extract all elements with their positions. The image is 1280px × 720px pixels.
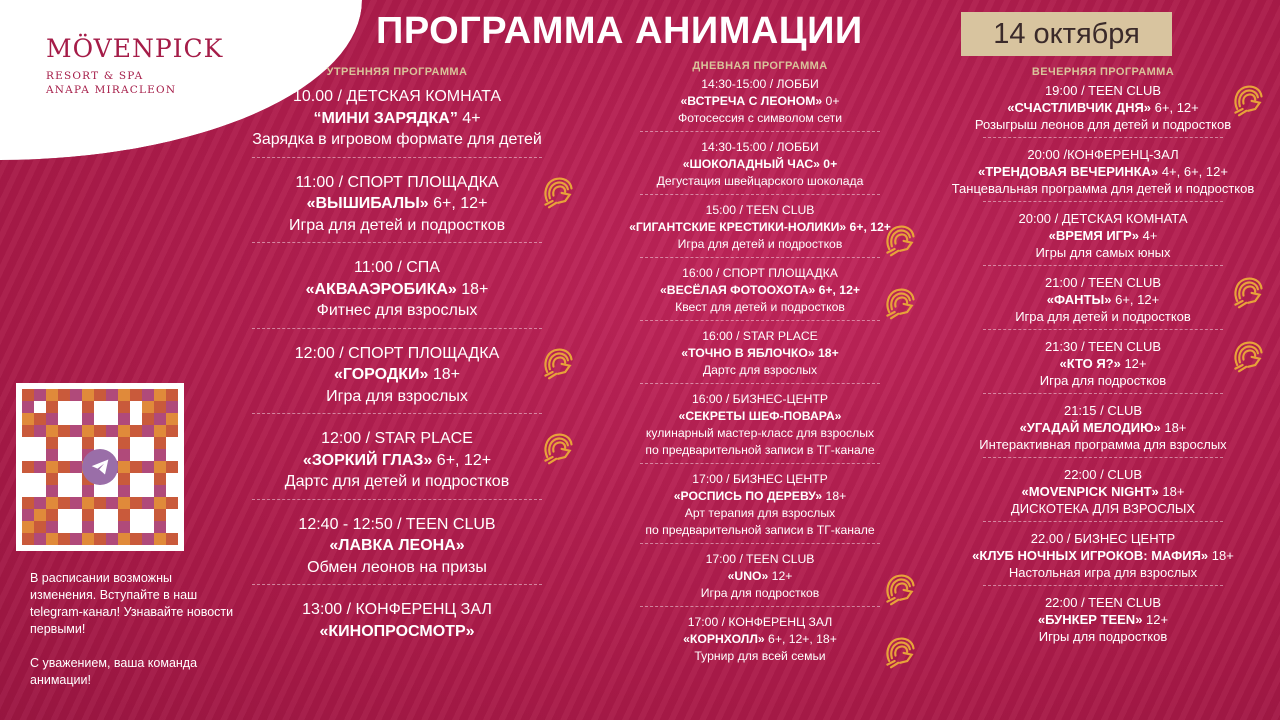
event-name: «РОСПИСЬ ПО ДЕРЕВУ» <box>673 489 823 503</box>
event-description: ДИСКОТЕКА ДЛЯ ВЗРОСЛЫХ <box>1010 501 1196 516</box>
lion-head-icon <box>882 571 918 607</box>
event-item <box>226 164 568 250</box>
dashed-divider <box>252 328 542 329</box>
notice-paragraph-1: В расписании возможны изменения. Вступайте в наш telegram-канал! Узнавайте новости первыми! <box>30 571 234 636</box>
event-age: 12+ <box>1120 356 1147 371</box>
lion-head-icon <box>882 634 918 670</box>
event-title-line <box>936 99 1270 116</box>
event-age: 6+, 12+ <box>1151 100 1199 115</box>
logo-line-1: RESORT & SPA <box>46 70 144 82</box>
logo-brand: MÖVENPICK <box>46 34 224 63</box>
lion-head-icon <box>882 222 918 258</box>
event-title-line <box>604 93 916 110</box>
event-item <box>604 387 916 467</box>
event-title-line <box>226 364 568 386</box>
dashed-divider <box>252 413 542 414</box>
event-title-line <box>936 419 1270 436</box>
event-item <box>226 335 568 421</box>
event-title-line <box>226 535 568 557</box>
event-item <box>604 547 916 610</box>
event-description: Дартс для детей и подростков <box>284 473 510 490</box>
event-item <box>936 398 1270 462</box>
event-title-line <box>226 108 568 130</box>
event-name: «УГАДАЙ МЕЛОДИЮ» <box>1019 420 1161 435</box>
lion-head-icon <box>1230 82 1266 118</box>
movenpick-logo <box>46 34 223 97</box>
event-time: 21:15 / CLUB <box>1063 403 1143 418</box>
event-item <box>936 206 1270 270</box>
event-item <box>936 78 1270 142</box>
event-description: Обмен леонов на призы <box>307 558 487 576</box>
logo-subtitle <box>46 69 223 97</box>
day-events <box>604 72 916 668</box>
event-age: 4+, 6+, 12+ <box>1158 164 1228 179</box>
event-item <box>936 526 1270 590</box>
event-title-line <box>604 282 916 299</box>
event-description: Игра для детей и подростков <box>1015 309 1191 324</box>
event-age: 4+ <box>457 109 481 127</box>
event-time: 11:00 / СПОРТ ПЛОЩАДКА <box>295 173 499 191</box>
dashed-divider <box>252 584 542 585</box>
event-title-line <box>936 163 1270 180</box>
event-age: 6+, 12+ <box>1111 292 1160 307</box>
event-time: 10.00 / ДЕТСКАЯ КОМНАТА <box>292 88 501 105</box>
event-name: «КИНОПРОСМОТР» <box>319 622 475 640</box>
event-title-line <box>226 279 568 301</box>
dashed-divider <box>983 521 1223 522</box>
event-description: Игра для детей и подростков <box>288 216 506 234</box>
event-name: «ВСТРЕЧА С ЛЕОНОМ» <box>680 94 823 108</box>
dashed-divider <box>252 499 542 500</box>
morning-events <box>226 78 568 648</box>
event-item <box>936 590 1270 649</box>
event-time: 22:00 / CLUB <box>1063 467 1143 482</box>
event-name: «ГИГАНТСКИЕ КРЕСТИКИ-НОЛИКИ» 6+, 12+ <box>629 220 891 234</box>
event-description: Игра для взрослых <box>326 387 468 405</box>
event-item <box>604 72 916 135</box>
event-title-line <box>936 291 1270 308</box>
event-time: 17:00 / КОНФЕРЕНЦ ЗАЛ <box>687 615 833 629</box>
event-time: 22:00 / TEEN CLUB <box>1044 595 1162 610</box>
dashed-divider <box>983 137 1223 138</box>
event-name: «БУНКЕР TEEN» <box>1037 612 1143 627</box>
event-time: 12:40 - 12:50 / TEEN CLUB <box>298 515 496 533</box>
event-description-2: по предварительной записи в ТГ-канале <box>645 523 875 537</box>
event-time: 16:00 / БИЗНЕС-ЦЕНТР <box>691 392 829 406</box>
event-item <box>604 467 916 547</box>
event-item <box>226 249 568 335</box>
event-item <box>604 198 916 261</box>
event-item <box>936 334 1270 398</box>
day-program <box>604 60 916 668</box>
event-age: 6+, 12+, 18+ <box>764 632 837 646</box>
dashed-divider <box>252 157 542 158</box>
event-description: Интерактивная программа для взрослых <box>979 437 1227 452</box>
event-description: Дартс для взрослых <box>702 363 818 377</box>
dashed-divider <box>640 383 880 384</box>
event-time: 12:00 / STAR PLACE <box>321 430 473 447</box>
event-time: 17:00 / TEEN CLUB <box>705 552 815 566</box>
event-name: «ТРЕНДОВАЯ ВЕЧЕРИНКА» <box>978 164 1159 179</box>
event-age: 4+ <box>1138 228 1158 243</box>
event-time: 20:00 / ДЕТСКАЯ КОМНАТА <box>1018 211 1188 226</box>
event-name: «ТОЧНО В ЯБЛОЧКО» 18+ <box>681 346 839 360</box>
lion-head-icon <box>1230 274 1266 310</box>
day-heading: ДНЕВНАЯ ПРОГРАММА <box>692 60 828 72</box>
event-name: «ВРЕМЯ ИГР» <box>1048 228 1139 243</box>
event-title-line <box>936 355 1270 372</box>
event-description: Фотосессия с символом сети <box>677 111 843 125</box>
event-description: Турнир для всей семьи <box>694 649 826 663</box>
event-age: 12+ <box>768 569 793 583</box>
event-description: Дегустация швейцарского шоколада <box>656 174 864 188</box>
event-title-line <box>936 547 1270 564</box>
dashed-divider <box>640 194 880 195</box>
event-time: 21:30 / TEEN CLUB <box>1044 339 1162 354</box>
event-name: «MOVENPICK NIGHT» <box>1021 484 1159 499</box>
dashed-divider <box>640 320 880 321</box>
event-title-line <box>226 450 568 472</box>
event-name: «ГОРОДКИ» <box>333 366 429 383</box>
lion-head-icon <box>540 174 576 210</box>
event-description: Танцевальная программа для детей и подростков <box>951 181 1255 196</box>
event-age: 6+, 12+ <box>428 195 488 212</box>
lion-head-icon <box>882 285 918 321</box>
event-name: «ЛАВКА ЛЕОНА» <box>329 537 465 554</box>
event-description: Игры для подростков <box>1038 629 1168 644</box>
notice-text <box>30 570 240 706</box>
event-age: 12+ <box>1142 612 1169 627</box>
event-name: «КЛУБ НОЧНЫХ ИГРОКОВ: МАФИЯ» <box>972 548 1209 563</box>
event-title-line <box>936 227 1270 244</box>
event-name: «КТО Я?» <box>1059 356 1121 371</box>
event-item <box>936 462 1270 526</box>
lion-head-icon <box>540 430 576 466</box>
event-description: Игры для самых юных <box>1035 245 1171 260</box>
event-item <box>936 270 1270 334</box>
dashed-divider <box>640 543 880 544</box>
event-description: кулинарный мастер-класс для взрослых <box>645 426 875 440</box>
evening-program <box>936 66 1270 649</box>
event-time: 15:00 / TEEN CLUB <box>705 203 815 217</box>
event-time: 14:30-15:00 / ЛОББИ <box>701 77 819 91</box>
event-time: 21:00 / TEEN CLUB <box>1044 275 1162 290</box>
event-item <box>604 610 916 668</box>
dashed-divider <box>640 131 880 132</box>
dashed-divider <box>640 463 880 464</box>
event-name: «ВЫШИБАЛЫ» <box>306 195 429 212</box>
morning-heading: УТРЕННЯЯ ПРОГРАММА <box>326 66 468 78</box>
date-badge: 14 октября <box>961 12 1172 56</box>
event-description: Фитнес для взрослых <box>316 302 478 319</box>
event-description: Зарядка в игровом формате для детей <box>252 131 542 148</box>
event-name: «ШОКОЛАДНЫЙ ЧАС» 0+ <box>682 157 838 171</box>
event-name: «UNO» <box>727 569 769 583</box>
event-title-line <box>226 193 568 215</box>
lion-head-icon <box>1230 338 1266 374</box>
dashed-divider <box>640 606 880 607</box>
event-name: «КОРНХОЛЛ» <box>683 632 765 646</box>
dashed-divider <box>640 257 880 258</box>
event-time: 13:00 / КОНФЕРЕНЦ ЗАЛ <box>302 601 492 618</box>
event-item <box>604 135 916 198</box>
dashed-divider <box>983 585 1223 586</box>
evening-heading: ВЕЧЕРНЯЯ ПРОГРАММА <box>1031 66 1175 78</box>
event-time: 14:30-15:00 / ЛОББИ <box>701 140 819 154</box>
event-name: “МИНИ ЗАРЯДКА” <box>313 109 458 127</box>
event-age: 18+ <box>1160 420 1187 435</box>
logo-line-2: ANAPA MIRACLEON <box>46 84 177 96</box>
event-title-line <box>604 631 916 648</box>
event-time: 20:00 /КОНФЕРЕНЦ-ЗАЛ <box>1027 147 1179 162</box>
event-title-line <box>604 408 916 425</box>
event-description: Игра для подростков <box>700 586 820 600</box>
event-item <box>604 261 916 324</box>
event-item <box>226 78 568 164</box>
event-title-line <box>604 568 916 585</box>
event-item <box>226 591 568 648</box>
lion-head-icon <box>540 345 576 381</box>
event-description: Розыгрыш леонов для детей и подростков <box>974 117 1232 132</box>
notice-paragraph-2: С уважением, ваша команда анимации! <box>30 656 198 687</box>
event-name: «ЗОРКИЙ ГЛАЗ» <box>302 451 433 469</box>
event-time: 22.00 / БИЗНЕС ЦЕНТР <box>1030 531 1176 546</box>
event-description: Настольная игра для взрослых <box>1008 565 1198 580</box>
dashed-divider <box>983 201 1223 202</box>
dashed-divider <box>983 329 1223 330</box>
dashed-divider <box>252 242 542 243</box>
event-age: 6+, 12+ <box>432 451 492 469</box>
event-time: 12:00 / СПОРТ ПЛОЩАДКА <box>294 344 500 362</box>
event-time: 19:00 / TEEN CLUB <box>1044 83 1162 98</box>
event-age: 18+ <box>1208 548 1234 563</box>
dashed-divider <box>983 393 1223 394</box>
event-age: 18+ <box>456 280 489 298</box>
event-title-line <box>604 219 916 236</box>
event-description: Игра для детей и подростков <box>677 237 843 251</box>
event-title-line <box>226 621 568 643</box>
event-title-line <box>604 156 916 173</box>
event-time: 11:00 / СПА <box>354 259 440 276</box>
event-time: 16:00 / СПОРТ ПЛОЩАДКА <box>682 266 838 280</box>
event-age: 18+ <box>1158 484 1185 499</box>
event-time: 16:00 / STAR PLACE <box>702 329 818 343</box>
event-name: «СЕКРЕТЫ ШЕФ-ПОВАРА» <box>678 409 842 423</box>
event-item <box>936 142 1270 206</box>
event-description: Квест для детей и подростков <box>675 300 845 314</box>
event-age: 18+ <box>428 366 461 383</box>
morning-program <box>226 66 568 648</box>
event-name: «ВЕСЁЛАЯ ФОТООХОТА» 6+, 12+ <box>660 283 860 297</box>
event-description: Игра для подростков <box>1039 373 1167 388</box>
event-name: «СЧАСТЛИВЧИК ДНЯ» <box>1007 100 1152 115</box>
telegram-icon <box>82 449 118 485</box>
event-item <box>604 324 916 387</box>
event-title-line <box>604 488 916 505</box>
telegram-qr-code[interactable] <box>16 383 184 551</box>
event-age: 0+ <box>822 94 840 108</box>
evening-events <box>936 78 1270 649</box>
event-description-2: по предварительной записи в ТГ-канале <box>645 443 875 457</box>
dashed-divider <box>983 265 1223 266</box>
event-age: 18+ <box>822 489 847 503</box>
event-item <box>226 506 568 592</box>
event-title-line <box>936 611 1270 628</box>
event-title-line <box>604 345 916 362</box>
dashed-divider <box>983 457 1223 458</box>
page-title: ПРОГРАММА АНИМАЦИИ <box>376 10 863 52</box>
event-item <box>226 420 568 506</box>
event-name: «ФАНТЫ» <box>1046 292 1112 307</box>
event-time: 17:00 / БИЗНЕС ЦЕНТР <box>692 472 828 486</box>
event-description: Арт терапия для взрослых <box>684 506 836 520</box>
event-name: «АКВААЭРОБИКА» <box>305 280 457 298</box>
event-title-line <box>936 483 1270 500</box>
